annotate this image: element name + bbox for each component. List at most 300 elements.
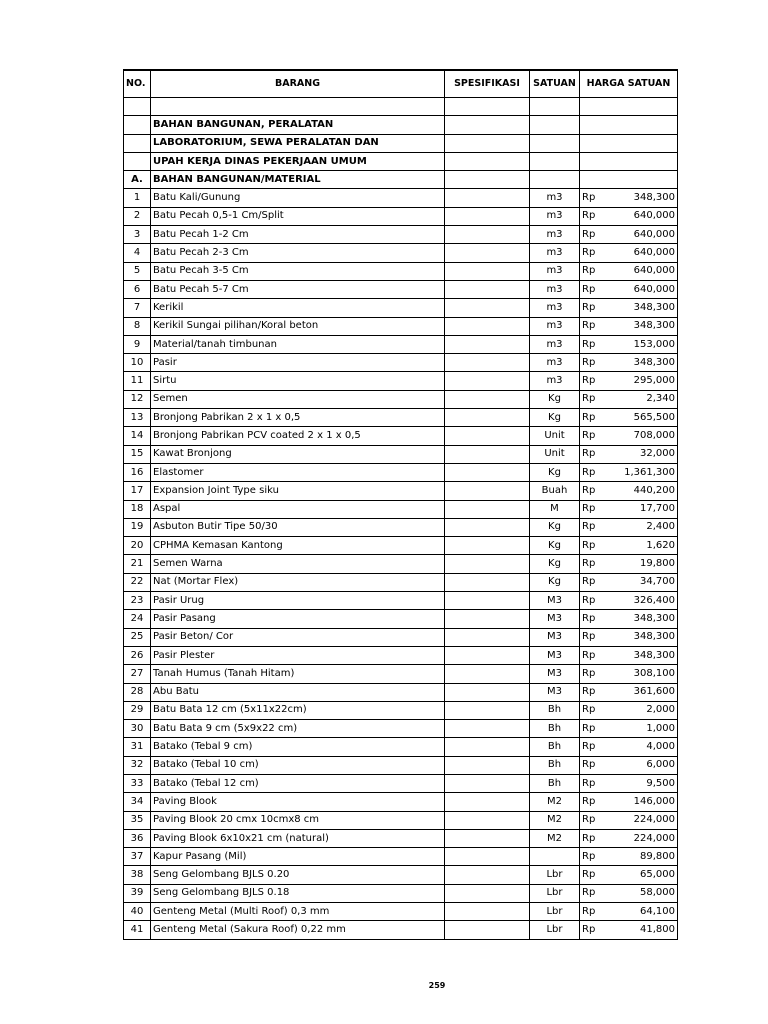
price-value: 1,361,300: [624, 466, 675, 478]
table-row: [124, 262, 678, 280]
item-spec: [445, 445, 530, 463]
price-value: 640,000: [633, 228, 675, 240]
item-name: Bronjong Pabrikan 2 x 1 x 0,5: [151, 409, 445, 427]
item-spec: [445, 500, 530, 518]
item-unit: m3: [530, 335, 580, 353]
price-value: 565,500: [633, 411, 675, 423]
item-price: [580, 445, 678, 463]
item-unit: Kg: [530, 518, 580, 536]
item-unit: m3: [530, 226, 580, 244]
table-header-row: [124, 70, 678, 98]
currency-label: Rp: [582, 247, 596, 259]
item-no: 29: [124, 701, 151, 719]
price-value: 32,000: [640, 448, 675, 460]
item-spec: [445, 793, 530, 811]
item-unit: Lbr: [530, 921, 580, 939]
price-value: 348,300: [633, 612, 675, 624]
table-row: [124, 829, 678, 847]
currency-label: Rp: [582, 814, 596, 826]
item-no: 24: [124, 610, 151, 628]
item-name: Material/tanah timbunan: [151, 335, 445, 353]
price-value: 640,000: [633, 210, 675, 222]
item-name: Sirtu: [151, 372, 445, 390]
item-unit: Lbr: [530, 866, 580, 884]
item-unit: Buah: [530, 482, 580, 500]
item-price: [580, 701, 678, 719]
item-price: [580, 592, 678, 610]
item-name: Batu Pecah 5-7 Cm: [151, 280, 445, 298]
item-no: 27: [124, 665, 151, 683]
item-spec: [445, 427, 530, 445]
item-unit: m3: [530, 299, 580, 317]
table-row: [124, 372, 678, 390]
item-price: [580, 774, 678, 792]
item-spec: [445, 226, 530, 244]
item-name: Batu Bata 9 cm (5x9x22 cm): [151, 720, 445, 738]
price-value: 708,000: [633, 429, 675, 441]
item-spec: [445, 610, 530, 628]
item-no: 23: [124, 592, 151, 610]
table-row: [124, 518, 678, 536]
table-row: [124, 280, 678, 298]
item-spec: [445, 537, 530, 555]
table-row: [124, 189, 678, 207]
item-name: Seng Gelombang BJLS 0.20: [151, 866, 445, 884]
price-value: 2,400: [646, 521, 675, 533]
item-unit: Kg: [530, 409, 580, 427]
price-value: 640,000: [633, 265, 675, 277]
item-unit: Bh: [530, 738, 580, 756]
item-no: 31: [124, 738, 151, 756]
section-title-line: LABORATORIUM, SEWA PERALATAN DAN: [151, 134, 445, 152]
item-price: [580, 500, 678, 518]
item-spec: [445, 573, 530, 591]
item-price: [580, 226, 678, 244]
item-unit: Bh: [530, 756, 580, 774]
item-price: [580, 738, 678, 756]
currency-label: Rp: [582, 850, 596, 862]
item-unit: m3: [530, 354, 580, 372]
table-row: [124, 482, 678, 500]
table-row: [124, 738, 678, 756]
item-price: [580, 848, 678, 866]
table-row: [124, 463, 678, 481]
item-spec: [445, 482, 530, 500]
currency-label: Rp: [582, 704, 596, 716]
item-spec: [445, 866, 530, 884]
price-value: 224,000: [633, 814, 675, 826]
price-value: 64,100: [640, 905, 675, 917]
item-no: 32: [124, 756, 151, 774]
table-row: [124, 866, 678, 884]
price-value: 153,000: [633, 338, 675, 350]
item-no: 2: [124, 207, 151, 225]
price-value: 295,000: [633, 375, 675, 387]
table-row: [124, 921, 678, 939]
item-spec: [445, 683, 530, 701]
table-row: [124, 811, 678, 829]
category-name: BAHAN BANGUNAN/MATERIAL: [151, 171, 445, 189]
header-spesifikasi: SPESIFIKASI: [445, 70, 530, 98]
item-no: 40: [124, 903, 151, 921]
table-row: [124, 317, 678, 335]
item-no: 28: [124, 683, 151, 701]
item-spec: [445, 903, 530, 921]
currency-label: Rp: [582, 869, 596, 881]
table-row: [124, 555, 678, 573]
item-no: 19: [124, 518, 151, 536]
item-unit: Bh: [530, 720, 580, 738]
item-name: Batako (Tebal 12 cm): [151, 774, 445, 792]
price-value: 6,000: [646, 759, 675, 771]
currency-label: Rp: [582, 649, 596, 661]
item-no: 34: [124, 793, 151, 811]
currency-label: Rp: [582, 612, 596, 624]
item-unit: m3: [530, 244, 580, 262]
item-unit: Kg: [530, 573, 580, 591]
price-value: 440,200: [633, 484, 675, 496]
item-price: [580, 573, 678, 591]
currency-label: Rp: [582, 301, 596, 313]
currency-label: Rp: [582, 375, 596, 387]
price-value: 348,300: [633, 631, 675, 643]
currency-label: Rp: [582, 777, 596, 789]
currency-label: Rp: [582, 429, 596, 441]
currency-label: Rp: [582, 228, 596, 240]
item-spec: [445, 884, 530, 902]
item-name: CPHMA Kemasan Kantong: [151, 537, 445, 555]
table-row: [124, 774, 678, 792]
table-row: [124, 390, 678, 408]
item-unit: Lbr: [530, 884, 580, 902]
item-name: Aspal: [151, 500, 445, 518]
table-row: [124, 884, 678, 902]
header-barang: BARANG: [151, 70, 445, 98]
item-no: 9: [124, 335, 151, 353]
item-price: [580, 720, 678, 738]
item-spec: [445, 829, 530, 847]
item-name: Paving Blook: [151, 793, 445, 811]
item-no: 12: [124, 390, 151, 408]
item-spec: [445, 774, 530, 792]
item-price: [580, 299, 678, 317]
price-value: 89,800: [640, 850, 675, 862]
item-name: Pasir Plester: [151, 646, 445, 664]
currency-label: Rp: [582, 741, 596, 753]
table-row: [124, 226, 678, 244]
item-spec: [445, 372, 530, 390]
item-no: 16: [124, 463, 151, 481]
item-name: Batu Bata 12 cm (5x11x22cm): [151, 701, 445, 719]
item-unit: Kg: [530, 390, 580, 408]
currency-label: Rp: [582, 521, 596, 533]
table-row: [124, 427, 678, 445]
table-row: [124, 573, 678, 591]
item-price: [580, 189, 678, 207]
item-price: [580, 665, 678, 683]
header-no: NO.: [124, 70, 151, 98]
item-price: [580, 262, 678, 280]
price-value: 2,000: [646, 704, 675, 716]
table-row: [124, 500, 678, 518]
item-spec: [445, 646, 530, 664]
price-value: 1,620: [646, 539, 675, 551]
item-unit: m3: [530, 207, 580, 225]
item-spec: [445, 738, 530, 756]
item-no: 20: [124, 537, 151, 555]
price-value: 224,000: [633, 832, 675, 844]
item-price: [580, 427, 678, 445]
item-unit: Kg: [530, 463, 580, 481]
table-row: [124, 335, 678, 353]
table-row: [124, 793, 678, 811]
price-value: 308,100: [633, 667, 675, 679]
price-table: [123, 69, 678, 940]
currency-label: Rp: [582, 686, 596, 698]
currency-label: Rp: [582, 594, 596, 606]
item-unit: Bh: [530, 774, 580, 792]
currency-label: Rp: [582, 192, 596, 204]
item-price: [580, 866, 678, 884]
item-spec: [445, 555, 530, 573]
item-price: [580, 921, 678, 939]
item-spec: [445, 463, 530, 481]
header-satuan: SATUAN: [530, 70, 580, 98]
currency-label: Rp: [582, 887, 596, 899]
item-spec: [445, 262, 530, 280]
item-name: Batu Pecah 1-2 Cm: [151, 226, 445, 244]
currency-label: Rp: [582, 759, 596, 771]
price-value: 348,300: [633, 356, 675, 368]
item-spec: [445, 665, 530, 683]
currency-label: Rp: [582, 393, 596, 405]
item-no: 30: [124, 720, 151, 738]
item-spec: [445, 335, 530, 353]
section-title-row: [124, 116, 678, 134]
item-no: 26: [124, 646, 151, 664]
item-unit: m3: [530, 189, 580, 207]
price-value: 17,700: [640, 503, 675, 515]
item-no: 3: [124, 226, 151, 244]
currency-label: Rp: [582, 466, 596, 478]
item-name: Semen Warna: [151, 555, 445, 573]
table-row: [124, 720, 678, 738]
category-row: [124, 171, 678, 189]
table-row: [124, 903, 678, 921]
page-number: 259: [428, 981, 446, 990]
item-unit: Bh: [530, 701, 580, 719]
currency-label: Rp: [582, 503, 596, 515]
item-no: 38: [124, 866, 151, 884]
item-no: 14: [124, 427, 151, 445]
item-price: [580, 811, 678, 829]
item-unit: M3: [530, 592, 580, 610]
item-spec: [445, 354, 530, 372]
price-value: 4,000: [646, 741, 675, 753]
item-no: 5: [124, 262, 151, 280]
currency-label: Rp: [582, 338, 596, 350]
price-value: 65,000: [640, 869, 675, 881]
table-row: [124, 756, 678, 774]
item-no: 8: [124, 317, 151, 335]
currency-label: Rp: [582, 265, 596, 277]
item-price: [580, 903, 678, 921]
item-name: Batako (Tebal 10 cm): [151, 756, 445, 774]
item-spec: [445, 207, 530, 225]
table-row: [124, 701, 678, 719]
item-name: Genteng Metal (Multi Roof) 0,3 mm: [151, 903, 445, 921]
item-spec: [445, 390, 530, 408]
item-spec: [445, 756, 530, 774]
item-unit: M3: [530, 665, 580, 683]
item-unit: M3: [530, 628, 580, 646]
item-name: Kawat Bronjong: [151, 445, 445, 463]
table-row: [124, 628, 678, 646]
table-row: [124, 299, 678, 317]
currency-label: Rp: [582, 558, 596, 570]
item-no: 22: [124, 573, 151, 591]
item-spec: [445, 317, 530, 335]
item-unit: Lbr: [530, 903, 580, 921]
item-spec: [445, 280, 530, 298]
item-no: 25: [124, 628, 151, 646]
item-spec: [445, 592, 530, 610]
item-price: [580, 793, 678, 811]
item-no: 15: [124, 445, 151, 463]
item-name: Paving Blook 6x10x21 cm (natural): [151, 829, 445, 847]
item-name: Abu Batu: [151, 683, 445, 701]
currency-label: Rp: [582, 356, 596, 368]
table-row: [124, 592, 678, 610]
item-no: 13: [124, 409, 151, 427]
currency-label: Rp: [582, 667, 596, 679]
price-value: 326,400: [633, 594, 675, 606]
section-title-row: [124, 134, 678, 152]
item-no: 35: [124, 811, 151, 829]
item-name: Pasir Pasang: [151, 610, 445, 628]
table-row: [124, 646, 678, 664]
item-name: Batu Kali/Gunung: [151, 189, 445, 207]
item-no: 10: [124, 354, 151, 372]
item-price: [580, 646, 678, 664]
item-no: 7: [124, 299, 151, 317]
table-row: [124, 244, 678, 262]
currency-label: Rp: [582, 484, 596, 496]
item-unit: Kg: [530, 555, 580, 573]
item-unit: m3: [530, 372, 580, 390]
price-value: 361,600: [633, 686, 675, 698]
item-name: Bronjong Pabrikan PCV coated 2 x 1 x 0,5: [151, 427, 445, 445]
item-name: Batako (Tebal 9 cm): [151, 738, 445, 756]
item-spec: [445, 518, 530, 536]
currency-label: Rp: [582, 924, 596, 935]
item-unit: m3: [530, 280, 580, 298]
item-name: Batu Pecah 0,5-1 Cm/Split: [151, 207, 445, 225]
item-no: 1: [124, 189, 151, 207]
price-value: 19,800: [640, 558, 675, 570]
item-spec: [445, 628, 530, 646]
item-name: Pasir: [151, 354, 445, 372]
table-row: [124, 537, 678, 555]
section-title-line: UPAH KERJA DINAS PEKERJAAN UMUM: [151, 152, 445, 170]
item-price: [580, 518, 678, 536]
price-value: 348,300: [633, 192, 675, 204]
price-value: 146,000: [633, 795, 675, 807]
item-name: Pasir Urug: [151, 592, 445, 610]
item-price: [580, 335, 678, 353]
header-harga-satuan: HARGA SATUAN: [580, 70, 678, 98]
section-title-line: BAHAN BANGUNAN, PERALATAN: [151, 116, 445, 134]
item-no: 21: [124, 555, 151, 573]
item-spec: [445, 244, 530, 262]
table-row: [124, 445, 678, 463]
item-name: Pasir Beton/ Cor: [151, 628, 445, 646]
item-unit: Unit: [530, 427, 580, 445]
item-price: [580, 354, 678, 372]
item-price: [580, 628, 678, 646]
price-value: 58,000: [640, 887, 675, 899]
item-unit: M2: [530, 811, 580, 829]
price-value: 348,300: [633, 320, 675, 332]
category-no: A.: [124, 171, 151, 189]
table-row: [124, 409, 678, 427]
currency-label: Rp: [582, 320, 596, 332]
item-unit: M2: [530, 829, 580, 847]
item-spec: [445, 848, 530, 866]
item-price: [580, 280, 678, 298]
item-name: Asbuton Butir Tipe 50/30: [151, 518, 445, 536]
item-no: 18: [124, 500, 151, 518]
item-unit: M3: [530, 646, 580, 664]
item-price: [580, 317, 678, 335]
item-no: 17: [124, 482, 151, 500]
item-name: Nat (Mortar Flex): [151, 573, 445, 591]
item-price: [580, 463, 678, 481]
currency-label: Rp: [582, 576, 596, 588]
item-no: 33: [124, 774, 151, 792]
item-price: [580, 555, 678, 573]
item-unit: Unit: [530, 445, 580, 463]
currency-label: Rp: [582, 631, 596, 643]
price-value: 348,300: [633, 301, 675, 313]
price-value: 348,300: [633, 649, 675, 661]
item-no: 41: [124, 921, 151, 939]
price-value: 41,800: [640, 924, 675, 935]
table-row: [124, 848, 678, 866]
item-unit: [530, 848, 580, 866]
item-price: [580, 756, 678, 774]
item-name: Genteng Metal (Sakura Roof) 0,22 mm: [151, 921, 445, 939]
price-value: 34,700: [640, 576, 675, 588]
currency-label: Rp: [582, 722, 596, 734]
item-price: [580, 610, 678, 628]
currency-label: Rp: [582, 539, 596, 551]
item-name: Kerikil: [151, 299, 445, 317]
item-unit: M2: [530, 793, 580, 811]
currency-label: Rp: [582, 448, 596, 460]
item-unit: m3: [530, 262, 580, 280]
item-spec: [445, 720, 530, 738]
table-row: [124, 665, 678, 683]
table-row: [124, 683, 678, 701]
item-price: [580, 884, 678, 902]
item-unit: M: [530, 500, 580, 518]
item-price: [580, 829, 678, 847]
item-price: [580, 390, 678, 408]
item-price: [580, 482, 678, 500]
table-row: [124, 207, 678, 225]
item-spec: [445, 299, 530, 317]
